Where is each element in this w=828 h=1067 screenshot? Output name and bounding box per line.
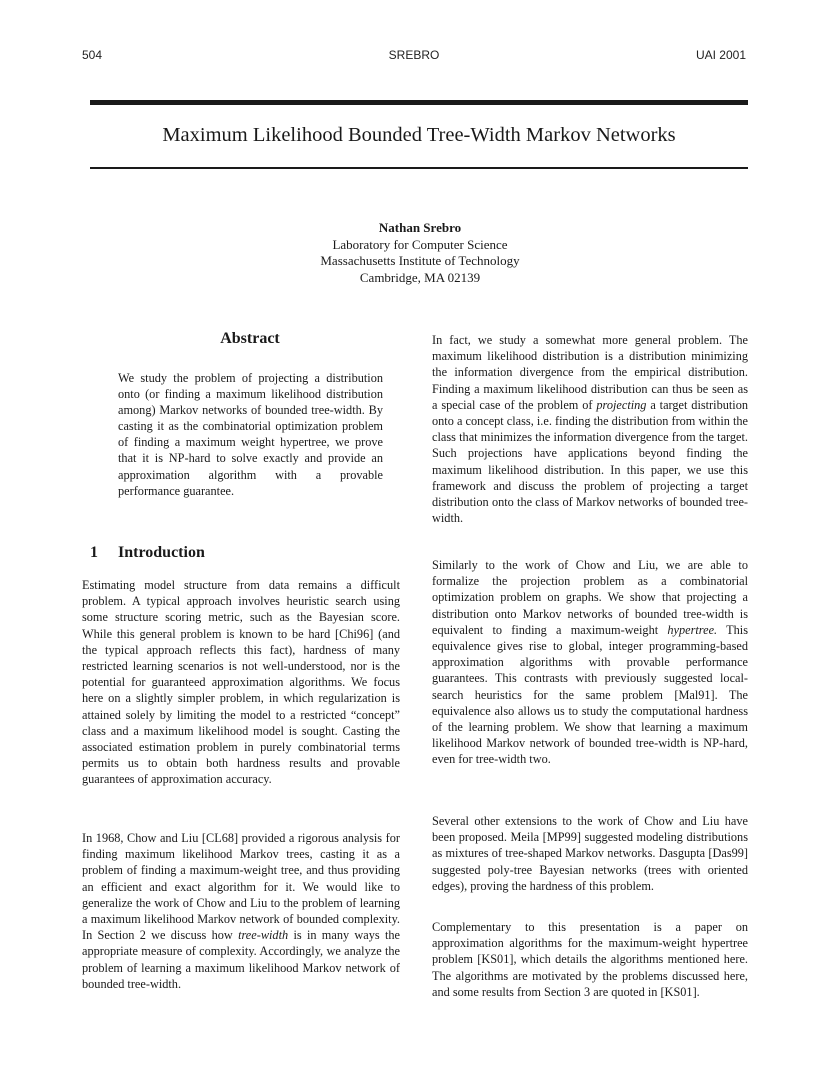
venue-label: UAI 2001 xyxy=(695,48,746,62)
intro-paragraph-3-emphasis: projecting xyxy=(596,397,647,412)
author-name: Nathan Srebro xyxy=(378,220,462,235)
author-block xyxy=(200,220,640,286)
paper-title: Maximum Likelihood Bounded Tree-Width Markov Networks xyxy=(162,124,676,146)
intro-paragraph-4-text-a: Similarly to the work of Chow and Liu, we are able to formalize the projection problem as a combinatorial optimization problem on graphs. We show that projecting a distribution onto Markov networks of bounded tree-width is equivalent to finding a maximum-weight xyxy=(432,558,748,637)
intro-paragraph-4 xyxy=(432,557,748,768)
section-heading-introduction xyxy=(90,543,410,563)
page-number: 504 xyxy=(82,48,103,62)
author-affiliation-lab: Laboratory for Computer Science xyxy=(332,236,508,252)
section-number: 1 xyxy=(90,544,98,561)
running-header xyxy=(82,48,746,64)
intro-paragraph-2-text-b: is in many ways the appropriate measure of complexity. Accordingly, we analyze the problem of learning a maximum likelihood Markov network of bounded tree-width. xyxy=(82,928,400,991)
intro-paragraph-2-emphasis: tree-width xyxy=(238,928,289,943)
title-rule-top xyxy=(90,100,748,105)
running-title: SREBRO xyxy=(388,48,440,62)
abstract-heading: Abstract xyxy=(220,330,280,347)
author-affiliation-institute: Massachusetts Institute of Technology xyxy=(320,253,520,268)
abstract-body: We study the problem of projecting a distribution onto (or finding a maximum likelihood distribution among) Markov networks of bounded tree-width. By casting it as the combinatorial optimization problem of finding a maximum weight hypertree, we prove that it is NP-hard to solve exactly and provide an approximation algorithm with a provable performance guarantee. xyxy=(118,371,383,498)
title-rule-bottom xyxy=(90,167,748,169)
intro-paragraph-4-emphasis: hypertree. xyxy=(667,622,718,637)
intro-paragraph-3-text-a: In fact, we study a somewhat more general problem. The maximum likelihood distribution is a distribution minimizing the information divergence from the empirical distribution. Finding a maximum likelihood distribution can thus be seen as a special case of the problem of xyxy=(432,333,748,412)
intro-paragraph-2 xyxy=(82,830,400,992)
intro-paragraph-1: Estimating model structure from data remains a difficult problem. A typical approach involves heuristic search using some structure scoring metric, such as the Bayesian score. While this general problem is known to be hard [Chi96] (and the typical approach reflects this fact), hardness of many restricted learning scenarios is not well-understood, nor is the potential for guaranteed approximation algorithms. We focus here on a slightly simpler problem, in which regularization is attained solely by limiting the model to a restricted “concept” class and a maximum likelihood model is sought. Casting the associated estimation problem in purely combinatorial terms permits us to obtain both hardness results and provable guarantees of approximation accuracy. xyxy=(82,578,400,787)
intro-paragraph-3 xyxy=(432,332,748,526)
author-affiliation-city: Cambridge, MA 02139 xyxy=(359,269,481,285)
intro-paragraph-5: Several other extensions to the work of Chow and Liu have been proposed. Meila [MP99] suggested modeling distributions as mixtures of tree-shaped Markov networks. Dasgupta [Das99] suggested poly-tree Bayesian networks (trees with oriented edges), proving the hardness of this problem. xyxy=(432,814,748,893)
intro-paragraph-2-text-a: In 1968, Chow and Liu [CL68] provided a rigorous analysis for finding maximum likelihood Markov trees, casting it as a problem of finding a maximum-weight tree, and thus providing an efficient and exact algorithm for it. We would like to generalize the work of Chow and Liu to the problem of learning a maximum likelihood Markov network of bounded complexity. In Section 2 we discuss how xyxy=(82,831,400,943)
intro-paragraph-4-text-b: This equivalence gives rise to global, integer programming-based approximation algorithms with provable performance guarantees. This contrasts with previously suggested local-search heuristics for the same problem [Mal91]. The equivalence also allows us to study the computational hardness of the learning problem. We show that learning a maximum likelihood Markov network of bounded tree-width is NP-hard, even for tree-width two. xyxy=(432,622,749,767)
intro-paragraph-3-text-b: a target distribution onto a concept class, i.e. finding the distribution from within the class that minimizes the information divergence from the target. Such projections have applications beyond finding the maximum likelihood distribution. In this paper, we use this framework and discuss the problem of projecting a target distribution onto the class of Markov networks of bounded tree-width. xyxy=(432,397,748,526)
intro-paragraph-6: Complementary to this presentation is a paper on approximation algorithms for the maximum-weight hypertree problem [KS01], which details the algorithms mentioned here. The algorithms are motivated by the problems discussed here, and some results from Section 3 are quoted in [KS01]. xyxy=(432,920,748,999)
section-title: Introduction xyxy=(118,544,205,561)
